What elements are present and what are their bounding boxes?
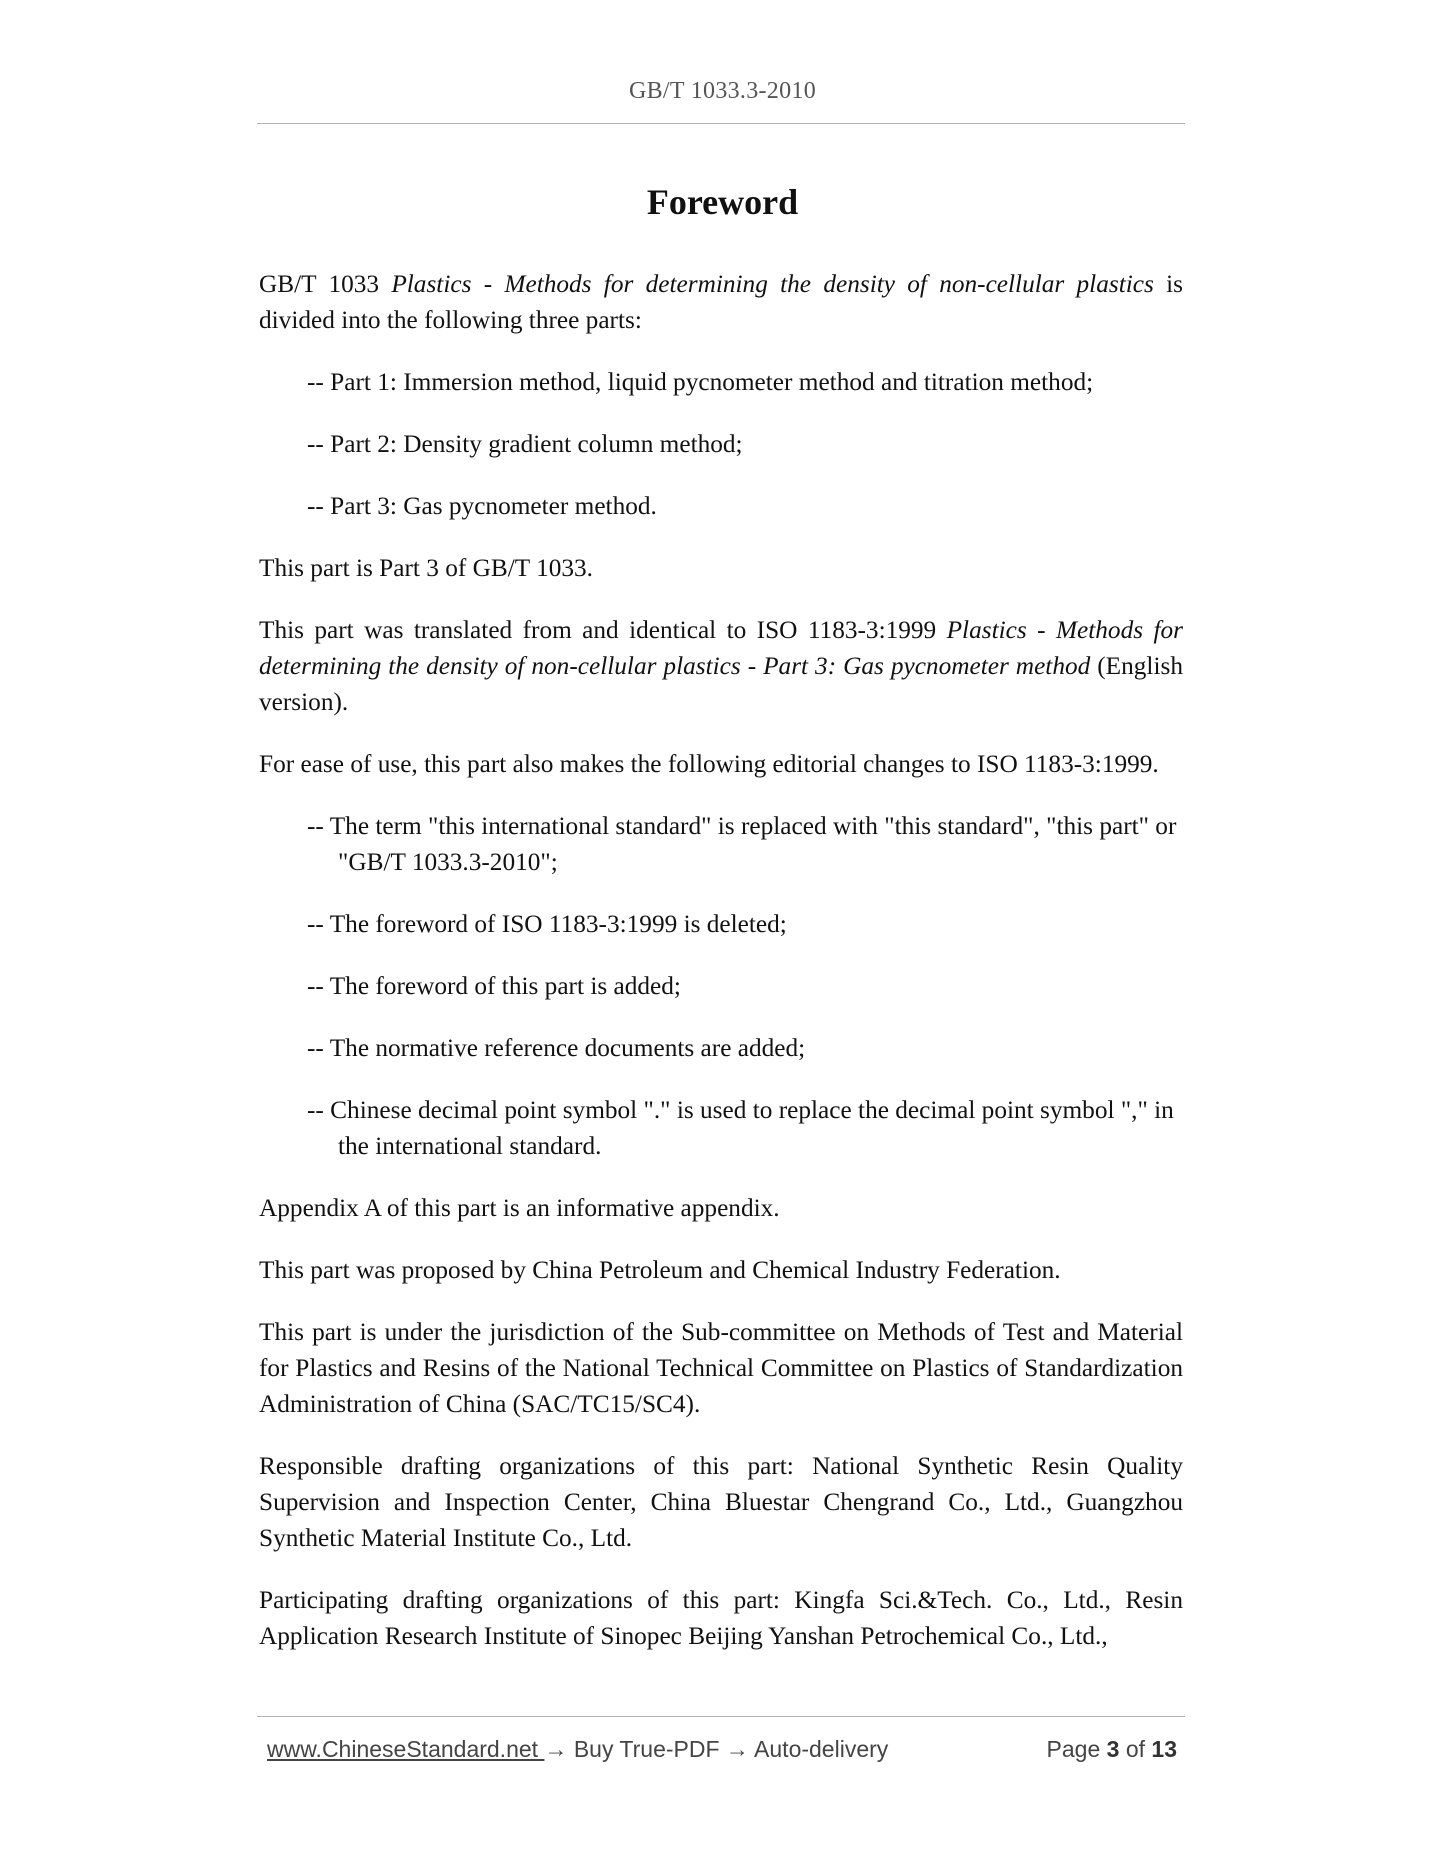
list-item: -- The term "this international standard" is replaced with "this standard", "this part" or "GB/T 1033.3-2010"; [307,812,1177,876]
of-word: of [1119,1736,1152,1762]
appendix-paragraph: Appendix A of this part is an informative appendix. [259,1194,780,1222]
intro-title-italic: Plastics - Methods for determining the density of non-cellular plastics [391,270,1154,298]
page-word: Page [1046,1736,1107,1762]
list-item: -- The normative reference documents are added; [307,1034,806,1062]
translated-prefix: This part was translated from and identical to ISO 1183-3:1999 [259,616,947,644]
intro-suffix: is divided into the following three parts: [259,270,1183,334]
header-divider [257,123,1185,124]
translated-title-italic: Plastics - Methods for determining the density of non-cellular plastics - Part 3: Gas pycnometer method [259,616,1183,680]
page-title: Foreword [646,182,799,222]
translated-suffix: (English version). [259,652,1183,716]
list-item: -- Part 2: Density gradient column method; [307,430,743,458]
page-indicator [1047,1736,1177,1763]
running-header: GB/T 1033.3-2010 [628,78,817,104]
list-item: -- Chinese decimal point symbol "." is used to replace the decimal point symbol "," in the international standard. [307,1096,1174,1160]
list-item: -- The foreword of ISO 1183-3:1999 is deleted; [307,910,787,938]
list-item: -- The foreword of this part is added; [307,972,681,1000]
site-link[interactable]: www.ChineseStandard.net [267,1736,545,1762]
jurisdiction-paragraph: This part is under the jurisdiction of the Sub-committee on Methods of Test and Material for Plastics and Resins of the National Technical Committee on Plastics of Standardization Administration of China (SAC/TC15/SC4). [259,1318,1183,1418]
translated-paragraph [259,612,1183,720]
document-body [259,266,1183,1680]
list-item: -- Part 1: Immersion method, liquid pycnometer method and titration method; [307,368,1094,396]
participating-paragraph: Participating drafting organizations of this part: Kingfa Sci.&Tech. Co., Ltd., Resin Application Research Institute of Sinopec Beijing Yanshan Petrochemical Co., Ltd., [259,1586,1183,1650]
intro-paragraph [259,266,1183,338]
list-item: -- Part 3: Gas pycnometer method. [307,492,657,520]
page-footer [267,1736,1177,1763]
current-page-number: 3 [1106,1736,1120,1762]
proposed-paragraph: This part was proposed by China Petroleum and Chemical Industry Federation. [259,1256,1061,1284]
footer-divider [257,1716,1185,1717]
footer-trail: → Buy True-PDF → Auto-delivery [544,1736,889,1762]
responsible-paragraph: Responsible drafting organizations of this part: National Synthetic Resin Quality Supervision and Inspection Center, China Bluestar Chengrand Co., Ltd., Guangzhou Synthetic Material Institute Co., Ltd. [259,1452,1183,1552]
this-part-paragraph: This part is Part 3 of GB/T 1033. [259,554,593,582]
intro-prefix: GB/T 1033 [259,270,392,298]
total-page-number: 13 [1151,1736,1177,1762]
ease-of-use-paragraph: For ease of use, this part also makes the following editorial changes to ISO 1183-3:1999. [259,750,1159,778]
